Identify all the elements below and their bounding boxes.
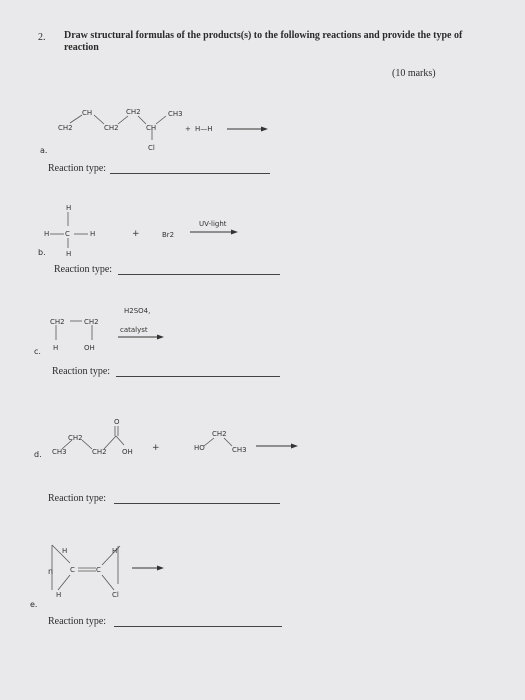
part-a-atom-cl: Cl <box>148 144 155 152</box>
part-e-structure <box>48 545 164 599</box>
part-d-atom-ch3-right: CH3 <box>232 446 247 454</box>
part-a-atom-ch2-left: CH2 <box>58 124 73 132</box>
part-a-atom-ch3: CH3 <box>168 110 183 118</box>
part-b-letter: b. <box>38 248 46 257</box>
part-a-atom-ch-right: CH <box>146 124 157 132</box>
reaction-type-label-c: Reaction type: <box>52 366 111 377</box>
part-c-atom-ch2-right: CH2 <box>84 318 99 326</box>
part-e-atom-c-right: C <box>96 566 101 574</box>
part-b-atom-h-bottom: H <box>66 250 72 258</box>
part-c-atom-h: H <box>53 344 59 352</box>
part-d-arrowhead <box>291 444 298 449</box>
part-b-atom-c: C <box>65 230 70 238</box>
part-d-atom-ch2-mid: CH2 <box>92 448 107 456</box>
part-c-catalyst-line1: H2SO4, <box>124 307 151 315</box>
part-d-structure <box>52 418 298 456</box>
part-a-structure <box>58 108 268 152</box>
part-b-atom-h-left: H <box>44 230 50 238</box>
part-d-atom-ho: HO <box>194 444 205 452</box>
part-b-condition: UV-light <box>199 220 227 228</box>
part-e-arrowhead <box>157 566 164 571</box>
part-b-atom-h-right: H <box>90 230 96 238</box>
part-c-structure <box>50 307 164 352</box>
part-c-catalyst-line2: catalyst <box>120 326 148 334</box>
part-d-plus: + <box>152 443 160 453</box>
part-d-atom-o: O <box>114 418 120 426</box>
part-a-arrowhead <box>261 127 268 132</box>
part-c-arrowhead <box>157 335 164 340</box>
part-e-n-label: n <box>48 567 54 576</box>
part-a-atom-ch: CH <box>82 109 93 117</box>
part-b-plus: + <box>132 229 140 239</box>
part-d-atom-ch3-left: CH3 <box>52 448 67 456</box>
question-number: 2. <box>38 32 46 43</box>
part-d-letter: d. <box>34 450 42 459</box>
marks-label: (10 marks) <box>392 68 436 79</box>
reaction-type-label-b: Reaction type: <box>54 264 113 275</box>
part-b-structure <box>44 204 238 258</box>
part-b-arrowhead <box>231 230 238 235</box>
part-e-atom-cl: Cl <box>112 591 119 599</box>
part-d-atom-ch2-right: CH2 <box>212 430 227 438</box>
part-a-letter: a. <box>40 146 48 155</box>
question-title: Draw structural formulas of the products(s) to the following reactions and provide the type of reaction <box>64 30 463 53</box>
part-d-atom-oh: OH <box>122 448 133 456</box>
part-a-atom-ch2-mid: CH2 <box>104 124 119 132</box>
part-e-atom-h-bottom: H <box>56 591 62 599</box>
reaction-type-label-e: Reaction type: <box>48 616 107 627</box>
part-c-letter: c. <box>34 347 41 356</box>
part-d-atom-ch2-left: CH2 <box>68 434 83 442</box>
part-c-atom-oh: OH <box>84 344 95 352</box>
part-b-reagent: Br2 <box>162 231 175 239</box>
part-c-atom-ch2-left: CH2 <box>50 318 65 326</box>
part-b-atom-h-top: H <box>66 204 72 212</box>
part-a-atom-ch2-top: CH2 <box>126 108 141 116</box>
reaction-type-label-a: Reaction type: <box>48 163 107 174</box>
part-e-atom-c-left: C <box>70 566 75 574</box>
part-a-plus: + <box>185 125 191 133</box>
reaction-type-label-d: Reaction type: <box>48 493 107 504</box>
part-e-atom-h-top-left: H <box>62 547 68 555</box>
part-a-reagent: H—H <box>195 125 213 133</box>
part-e-letter: e. <box>30 600 38 609</box>
part-e-atom-h-top-right: H <box>112 547 118 555</box>
